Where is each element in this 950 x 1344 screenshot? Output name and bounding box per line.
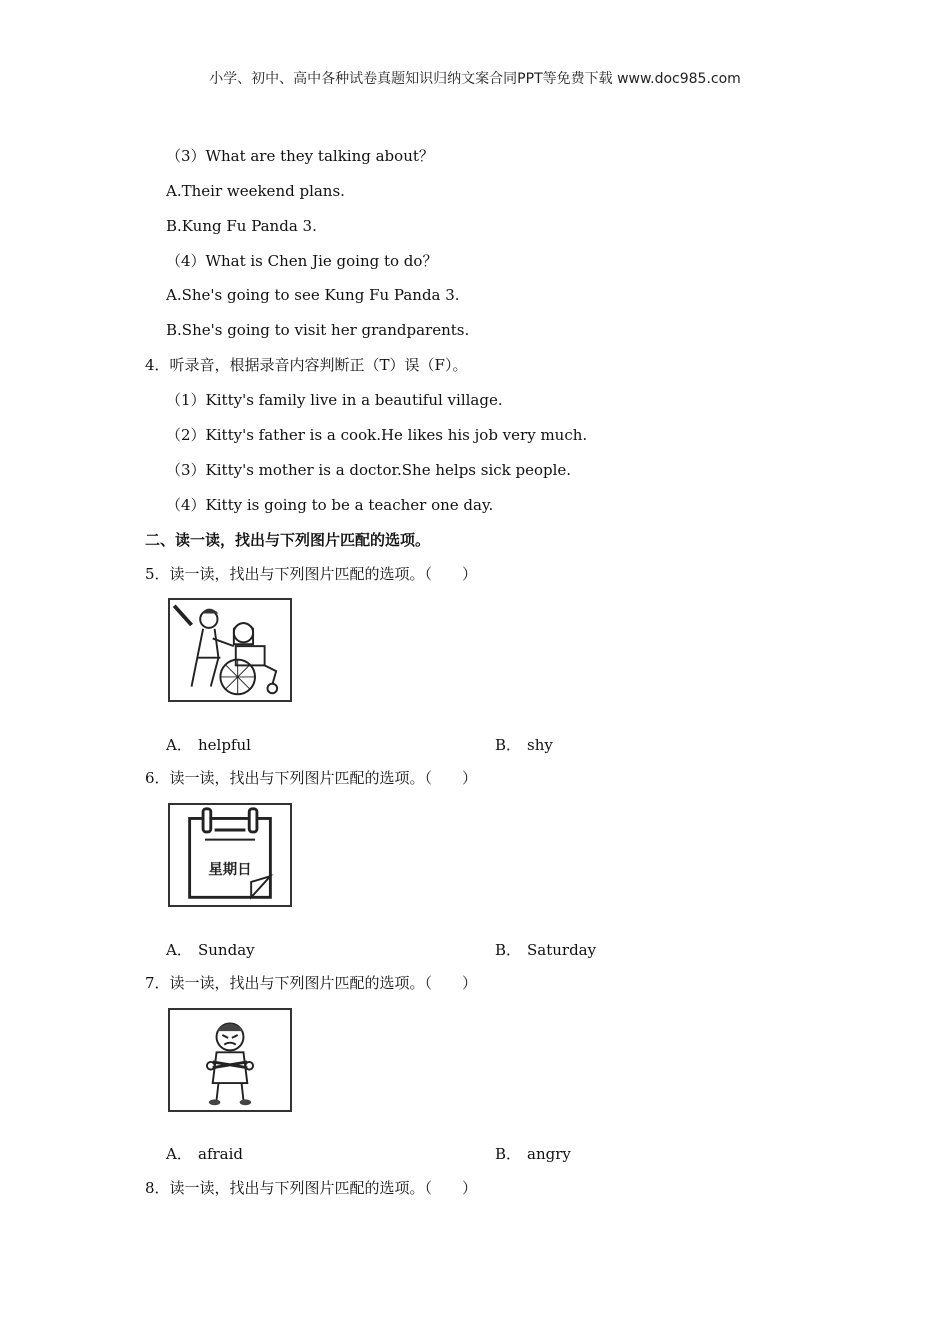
option-text: afraid [198, 1145, 244, 1163]
option-5-b [495, 734, 553, 755]
option-3-3-a: A.Their weekend plans. [166, 182, 345, 200]
question-5-stem: 5．读一读，找出与下列图片匹配的选项。（ ） [145, 565, 478, 583]
option-letter: A． [166, 941, 192, 959]
option-5-a [166, 734, 251, 755]
option-text: angry [527, 1145, 571, 1163]
wheelchair-helper-icon [170, 600, 290, 700]
option-text: Saturday [527, 941, 597, 959]
question-4-item: （4）Kitty is going to be a teacher one day. [166, 496, 494, 514]
wheelchair-helper-illustration [168, 598, 292, 702]
question-4-item: （3）Kitty's mother is a doctor.She helps sick people. [166, 461, 572, 479]
option-3-3-b: B.Kung Fu Panda 3. [166, 217, 317, 235]
page-header: 小学、初中、高中各种试卷真题知识归纳文案合同PPT等免费下载 www.doc985.com [209, 71, 741, 87]
option-letter: A． [166, 1145, 192, 1163]
calendar-text: 星期日 [208, 862, 252, 879]
question-4-item: （2）Kitty's father is a cook.He likes his job very much. [166, 426, 588, 444]
option-letter: A． [166, 736, 192, 754]
option-letter: B． [495, 941, 522, 959]
option-3-4-b: B.She's going to visit her grandparents. [166, 321, 470, 339]
option-text: Sunday [198, 941, 255, 959]
question-7-stem: 7．读一读，找出与下列图片匹配的选项。（ ） [145, 974, 478, 992]
question-6-stem: 6．读一读，找出与下列图片匹配的选项。（ ） [145, 769, 478, 787]
calendar-icon [170, 805, 290, 905]
angry-boy-icon [170, 1010, 290, 1110]
option-letter: B． [495, 736, 522, 754]
question-3-4: （4）What is Chen Jie going to do？ [166, 252, 438, 270]
option-6-b [495, 939, 596, 960]
option-text: helpful [198, 736, 251, 754]
question-4-item: （1）Kitty's family live in a beautiful village. [166, 391, 503, 409]
option-7-b [495, 1143, 571, 1164]
option-6-a [166, 939, 255, 960]
section-2-title: 二、读一读，找出与下列图片匹配的选项。 [145, 531, 431, 549]
question-3-3: （3）What are they talking about？ [166, 147, 434, 165]
option-letter: B． [495, 1145, 522, 1163]
question-4-title: 4．听录音，根据录音内容判断正（T）误（F）。 [145, 356, 468, 374]
option-text: shy [527, 736, 553, 754]
option-7-a [166, 1143, 243, 1164]
calendar-illustration [168, 803, 292, 907]
question-8-stem: 8．读一读，找出与下列图片匹配的选项。（ ） [145, 1179, 478, 1197]
option-3-4-a: A.She's going to see Kung Fu Panda 3. [166, 286, 460, 304]
angry-boy-illustration [168, 1008, 292, 1112]
